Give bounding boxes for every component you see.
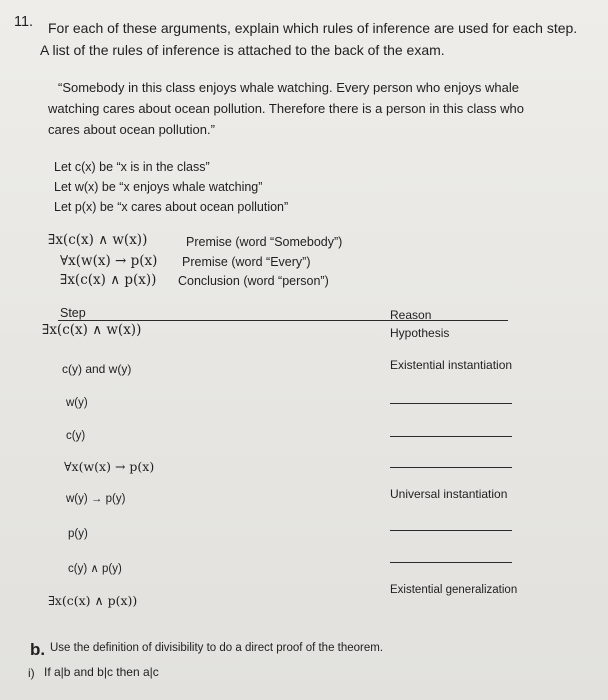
- part-b-item-text: If a|b and b|c then a|c: [44, 665, 159, 679]
- reason-9: Existential generalization: [390, 584, 518, 596]
- reason-1: Hypothesis: [390, 326, 450, 340]
- step-5: ∀x(w(x) → p(x): [64, 459, 155, 474]
- step-8: c(y) ∧ p(y): [68, 563, 122, 575]
- definition-w: Let w(x) be “x enjoys whale watching”: [54, 180, 263, 194]
- reason-blank-4[interactable]: [390, 436, 512, 437]
- part-b-item-label: i): [28, 666, 35, 680]
- definition-p: Let p(x) be “x cares about ocean pollution”: [54, 200, 289, 214]
- argument-note-3: Conclusion (word “person”): [178, 274, 329, 288]
- question-number: 11.: [14, 14, 34, 30]
- definition-c: Let c(x) be “x is in the class”: [54, 160, 210, 174]
- step-header: Step: [60, 306, 86, 320]
- reason-header: Reason: [390, 308, 432, 322]
- step-2: c(y) and w(y): [62, 362, 132, 376]
- quote-line3: cares about ocean pollution.”: [48, 122, 215, 137]
- reason-blank-5[interactable]: [390, 467, 512, 468]
- reason-6: Universal instantiation: [390, 487, 508, 501]
- argument-note-2: Premise (word “Every”): [182, 255, 311, 269]
- header-rule: [58, 320, 508, 321]
- step-7: p(y): [68, 528, 88, 540]
- quote-line1: “Somebody in this class enjoys whale watching. Every person who enjoys whale: [58, 80, 520, 95]
- part-b-label: b.: [30, 640, 46, 659]
- reason-2: Existential instantiation: [390, 358, 513, 372]
- reason-blank-8[interactable]: [390, 562, 512, 563]
- step-6: w(y) → p(y): [66, 493, 126, 505]
- reason-blank-7[interactable]: [390, 530, 512, 531]
- part-b-text: Use the definition of divisibility to do a direct proof of the theorem.: [50, 642, 384, 654]
- argument-formula-1: ∃x(c(x) ∧ w(x)): [48, 232, 148, 248]
- argument-formula-2: ∀x(w(x) → p(x): [60, 253, 158, 269]
- step-9: ∃x(c(x) ∧ p(x)): [48, 593, 138, 608]
- argument-note-1: Premise (word “Somebody”): [186, 235, 343, 249]
- quote-line2: watching cares about ocean pollution. Therefore there is a person in this class who: [48, 101, 524, 116]
- reason-blank-3[interactable]: [390, 403, 512, 404]
- step-1: ∃x(c(x) ∧ w(x)): [42, 322, 142, 338]
- question-instruction-line1: For each of these arguments, explain which rules of inference are used for each step.: [48, 20, 578, 36]
- step-3: w(y): [66, 397, 88, 409]
- question-instruction-line2: A list of the rules of inference is attached to the back of the exam.: [40, 42, 445, 58]
- argument-formula-3: ∃x(c(x) ∧ p(x)): [60, 272, 157, 288]
- step-4: c(y): [66, 430, 86, 442]
